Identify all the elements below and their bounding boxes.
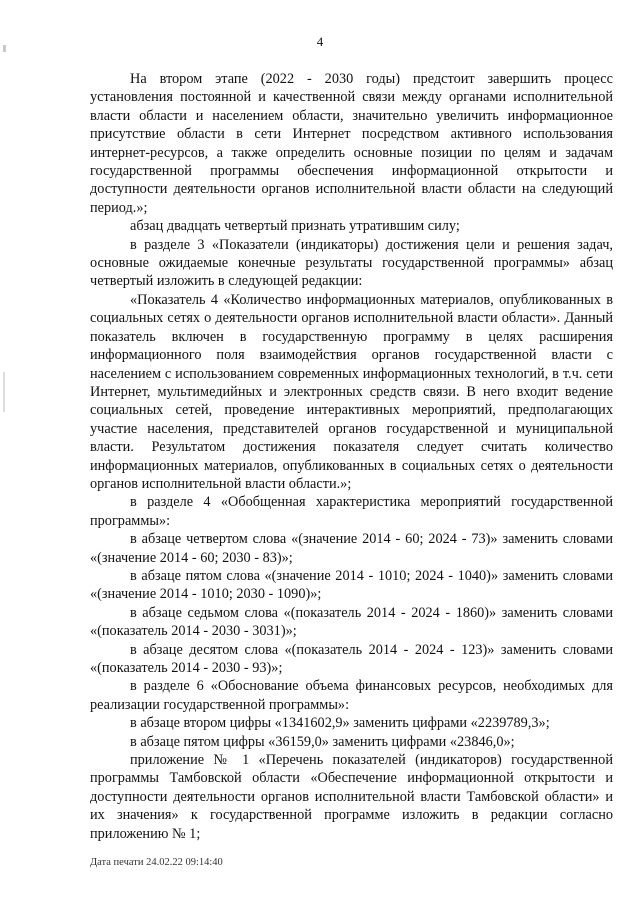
paragraph: На втором этапе (2022 - 2030 годы) предстоит завершить процесс установления постоянной и качественной связи между органами исполнительной власти области и населением области, значительно увеличить информационное присутствие области в сети Интернет посредством активного использования интернет-ресурсов, а также определить основные позиции по целям и задачам государственной программы обеспечения информационной открытости и доступности деятельности органов исполнительной власти области на следующий период.»; — [90, 71, 613, 216]
paragraph: в разделе 3 «Показатели (индикаторы) достижения цели и решения задач, основные ожидаемые конечные результаты государственной программы» абзац четвертый изложить в следующей редакции: — [90, 236, 613, 290]
paragraph: в разделе 6 «Обоснование объема финансовых ресурсов, необходимых для реализации государственной программы»: — [90, 678, 613, 713]
paragraph: «Показатель 4 «Количество информационных материалов, опубликованных в социальных сетях о деятельности органов исполнительной власти области». Данный показатель включен в государственную программу в целях расширения информационного поля взаимодействия органов государственной власти с населением с использованием современных информационных технологий, в т.ч. сети Интернет, мультимедийных и электронных средств связи. В него входит ведение социальных сетей, проведение интерактивных мероприятий, предполагающих участие населения, представителей органов государственной и муниципальной власти. Результатом достижения показателя следует считать количество информационных материалов, опубликованных в социальных сетях о деятельности органов исполнительной власти области.»; — [90, 291, 613, 492]
paragraph: в абзаце четвертом слова «(значение 2014 - 60; 2024 - 73)» заменить словами «(значение 2014 - 60; 2030 - 83)»; — [90, 531, 613, 566]
print-date-footer: Дата печати 24.02.22 09:14:40 — [90, 857, 223, 868]
paragraph: в абзаце десятом слова «(показатель 2014 - 2024 - 123)» заменить словами «(показатель 2014 - 2030 - 93)»; — [90, 641, 613, 676]
paragraph: в абзаце пятом цифры «36159,0» заменить цифрами «23846,0»; — [130, 733, 515, 750]
paragraph: в абзаце седьмом слова «(показатель 2014 - 2024 - 1860)» заменить словами «(показатель 2014 - 2030 - 3031)»; — [90, 604, 613, 640]
margin-mark — [3, 372, 5, 412]
paragraph: в абзаце втором цифры «1341602,9» заменить цифрами «2239789,3»; — [130, 715, 550, 732]
paragraph: в абзаце пятом слова «(значение 2014 - 1010; 2024 - 1040)» заменить словами «(значение 2014 - 1010; 2030 - 1090)»; — [90, 567, 613, 603]
document-body — [90, 70, 613, 843]
paragraph: абзац двадцать четвертый признать утратившим силу; — [130, 218, 460, 235]
paragraph: приложение № 1 «Перечень показателей (индикаторов) государственной программы Тамбовской области «Обеспечение информационной открытости и доступности деятельности органов исполнительной власти Тамбовской области» и их значения» к государственной программе изложить в редакции согласно приложению № 1; — [90, 752, 613, 842]
page-number: 4 — [316, 34, 324, 49]
paragraph: в разделе 4 «Обобщенная характеристика мероприятий государственной программы»: — [90, 494, 613, 529]
